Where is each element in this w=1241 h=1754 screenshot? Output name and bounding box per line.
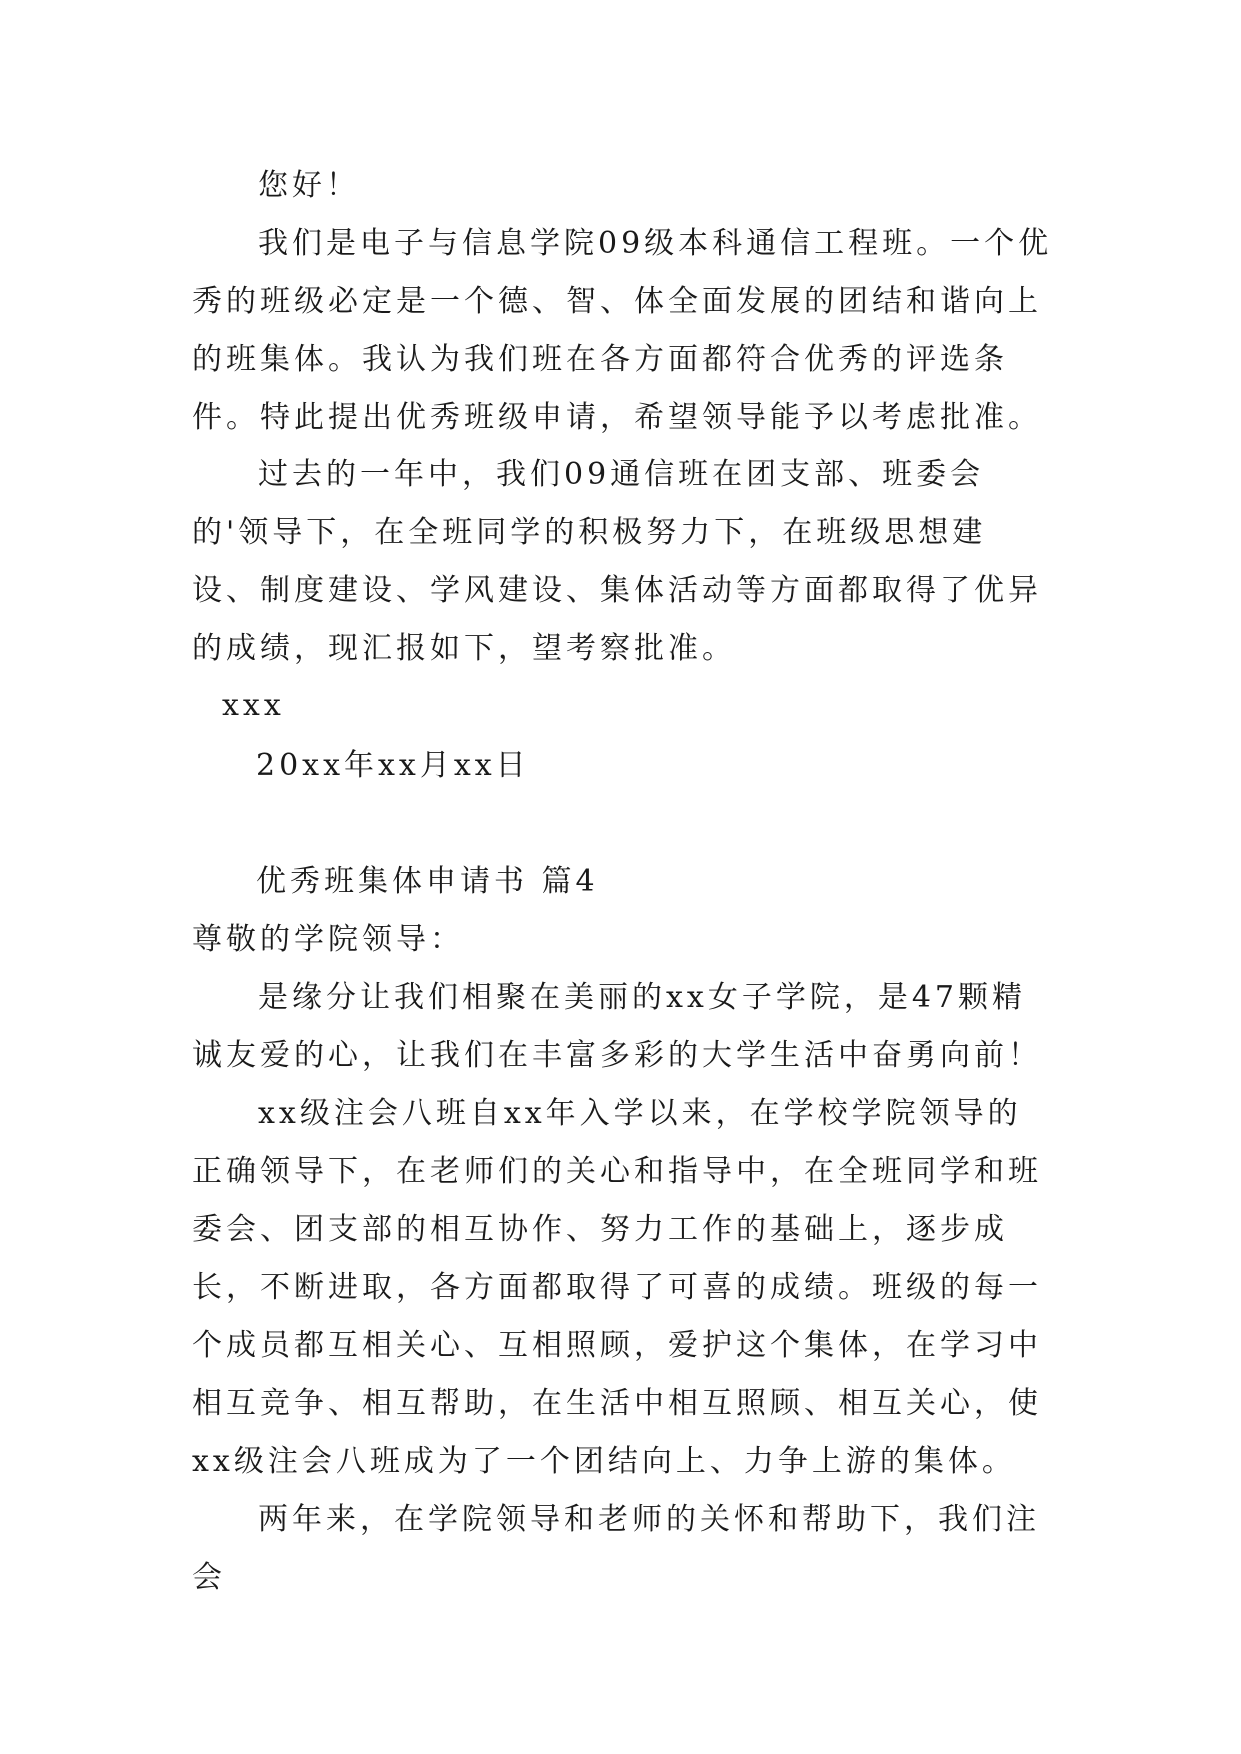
greeting: 您好！ (258, 168, 360, 203)
signature: xxx (222, 688, 285, 723)
paragraph: 过去的一年中，我们09通信班在团支部、班委会的'领导下，在全班同学的积极努力下，在班级思想建设、制度建设、学风建设、集体活动等方面都取得了优异的成绩，现汇报如下，望考察批准。 (192, 457, 1042, 666)
paragraph: 我们是电子与信息学院09级本科通信工程班。一个优秀的班级必定是一个德、智、体全面发展的团结和谐向上的班集体。我认为我们班在各方面都符合优秀的评选条件。特此提出优秀班级申请，希望领导能予以考虑批准。 (192, 226, 1053, 435)
salutation: 尊敬的学院领导： (192, 922, 464, 957)
paragraph: xx级注会八班自xx年入学以来，在学校学院领导的正确领导下，在老师们的关心和指导中，在全班同学和班委会、团支部的相互协作、努力工作的基础上，逐步成长，不断进取，各方面都取得了可喜的成绩。班级的每一个成员都互相关心、互相照顾，爱护这个集体，在学习中相互竞争、相互帮助，在生活中相互照顾、相互关心，使xx级注会八班成为了一个团结向上、力争上游的集体。 (192, 1096, 1042, 1479)
section-heading: 优秀班集体申请书 篇4 (256, 864, 599, 899)
date: 20xx年xx月xx日 (256, 748, 530, 783)
paragraph: 两年来，在学院领导和老师的关怀和帮助下，我们注会 (192, 1502, 1040, 1595)
paragraph: 是缘分让我们相聚在美丽的xx女子学院，是47颗精诚友爱的心，让我们在丰富多彩的大学生活中奋勇向前！ (192, 980, 1042, 1073)
